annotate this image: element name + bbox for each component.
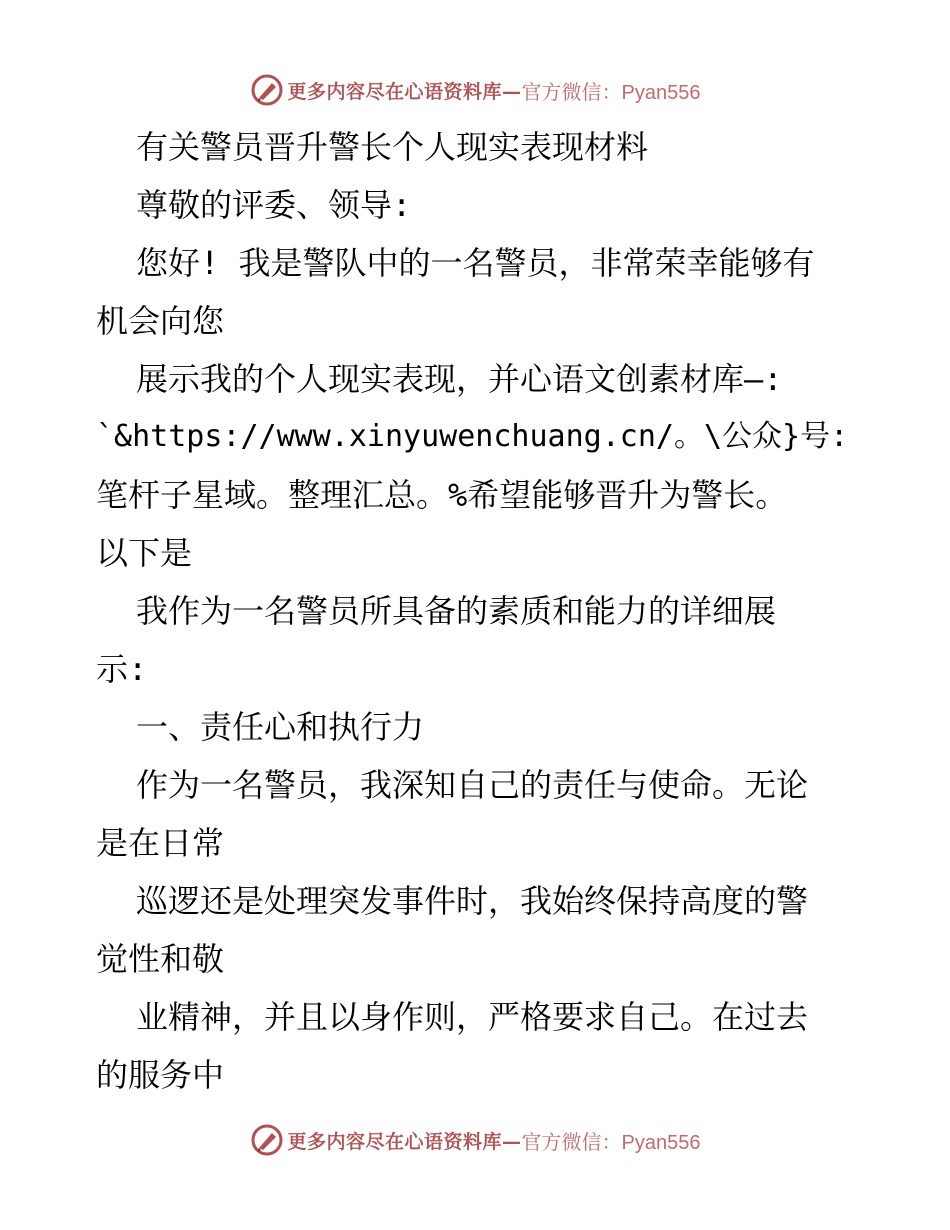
text-line: 是在日常 (96, 824, 225, 862)
text-line: 觉性和敬 (96, 940, 225, 978)
document-body (96, 118, 856, 1104)
banner-wechat: 官方微信：Pyan556 (521, 81, 701, 104)
text-line: `&https://www.xinyuwenchuang.cn/。\公众}号: (96, 419, 849, 454)
text-line: 作为一名警员，我深知自己的责任与使命。无论 (136, 766, 809, 804)
text-line: 一、责任心和执行力 (136, 708, 425, 746)
banner-text: 更多内容尽在心语资料库— (287, 80, 522, 103)
text-line: 笔杆子星域。整理汇总。%希望能够晋升为警长。 (96, 476, 788, 514)
header-banner (0, 70, 950, 110)
text-line: 示: (96, 650, 148, 688)
text-line: 尊敬的评委、领导: (136, 186, 412, 224)
pen-logo-icon (250, 1123, 284, 1157)
text-line: 有关警员晋升警长个人现实表现材料 (136, 128, 649, 166)
text-line: 我作为一名警员所具备的素质和能力的详细展 (136, 592, 777, 630)
text-line: 巡逻还是处理突发事件时，我始终保持高度的警 (136, 882, 809, 920)
text-line: 的服务中 (96, 1056, 225, 1094)
text-line: 业精神，并且以身作则，严格要求自己。在过去 (136, 998, 809, 1036)
banner-text: 更多内容尽在心语资料库— (287, 1130, 522, 1153)
text-line: 您好! 我是警队中的一名警员，非常荣幸能够有 (136, 244, 815, 282)
text-line: 以下是 (96, 534, 193, 572)
footer-banner (0, 1120, 950, 1160)
text-line: 展示我的个人现实表现，并心语文创素材库—: (136, 360, 783, 398)
text-line: 机会向您 (96, 302, 225, 340)
pen-logo-icon (250, 73, 284, 107)
banner-wechat: 官方微信：Pyan556 (521, 1131, 701, 1154)
